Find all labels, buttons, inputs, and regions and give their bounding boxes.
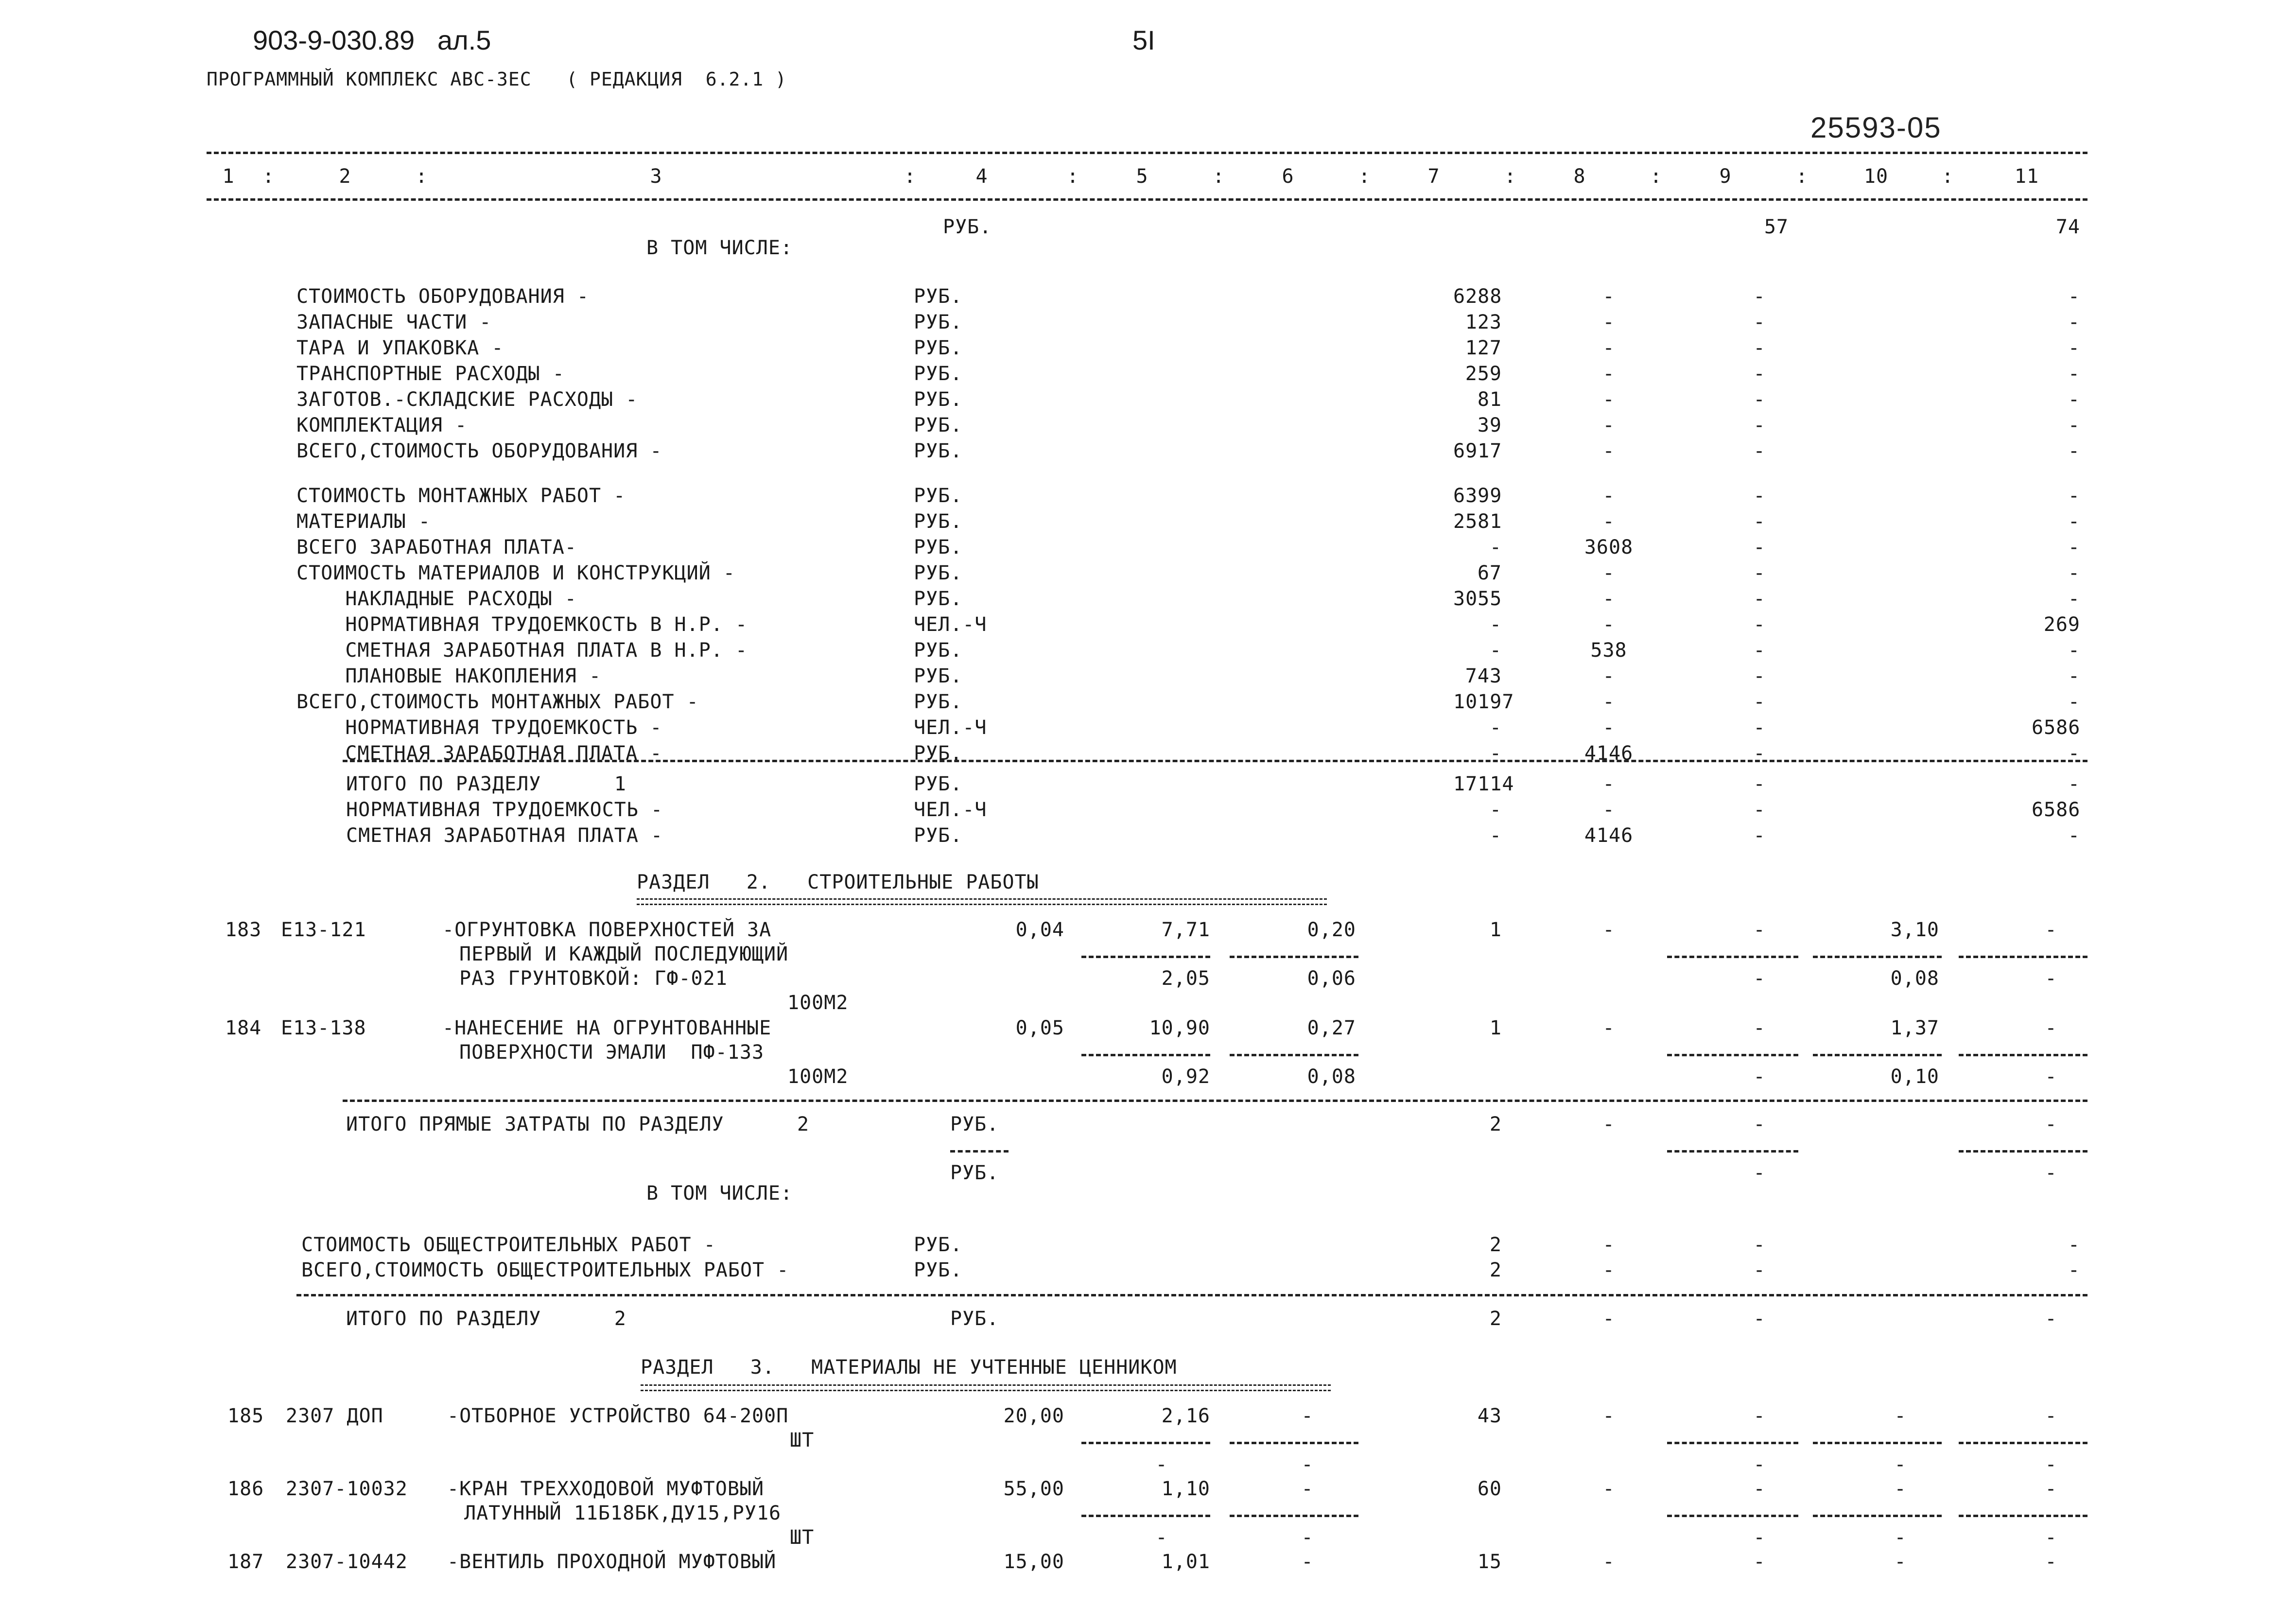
row-label: ИТОГО ПО РАЗДЕЛУ 2 [346, 1308, 626, 1330]
item-description: -ВЕНТИЛЬ ПРОХОДНОЙ МУФТОВЫЙ [447, 1551, 777, 1573]
row-label: КОМПЛЕКТАЦИЯ - [296, 414, 468, 437]
col8: - [1602, 691, 1615, 713]
subrule [1813, 1054, 1942, 1056]
col7: 259 [1465, 363, 1502, 385]
col5: 10,90 [1149, 1017, 1210, 1039]
row-unit: РУБ. [914, 485, 963, 507]
row-label: МАТЕРИАЛЫ - [296, 510, 431, 533]
col11: - [2068, 665, 2080, 687]
row-unit: РУБ. [914, 311, 963, 333]
col11: - [2068, 588, 2080, 610]
col8: - [1602, 1113, 1615, 1136]
column-header: 1 [222, 165, 235, 188]
row-unit: РУБ. [914, 639, 963, 662]
direct-costs-rule [343, 1100, 2087, 1102]
col11: - [2045, 1113, 2057, 1136]
row-label: ВСЕГО,СТОИМОСТЬ МОНТАЖНЫХ РАБОТ - [296, 691, 699, 713]
col9: - [1753, 485, 1766, 507]
col6-sub: 0,06 [1307, 967, 1356, 990]
col5-sub: 2,05 [1161, 967, 1210, 990]
col11: - [2045, 1551, 2057, 1573]
col8: - [1602, 363, 1615, 385]
col8: - [1602, 1551, 1615, 1573]
page-number: 5I [1132, 25, 1155, 55]
col7: 2 [1489, 1308, 1502, 1330]
col10-sub: 0,10 [1890, 1066, 1939, 1088]
col10-sub: - [1894, 1526, 1907, 1549]
item-number: 186 [227, 1478, 264, 1500]
column-header: 5 [1136, 165, 1148, 188]
col6-sub: 0,08 [1307, 1066, 1356, 1088]
col9-sub: - [1753, 1526, 1766, 1549]
col11: - [2068, 773, 2080, 795]
section3-title-underline [641, 1384, 1331, 1391]
col7: 123 [1465, 311, 1502, 333]
row-label: СТОИМОСТЬ МОНТАЖНЫХ РАБОТ - [296, 485, 626, 507]
row-label: СМЕТНАЯ ЗАРАБОТНАЯ ПЛАТА В Н.Р. - [296, 639, 748, 662]
col10-sub: 0,08 [1890, 967, 1939, 990]
col5-sub: 0,92 [1161, 1066, 1210, 1088]
col9: - [1753, 742, 1766, 765]
column-sep: : [1067, 165, 1079, 188]
col9: - [1753, 919, 1766, 941]
header-bottom-rule [207, 198, 2087, 201]
col9-sub: - [1753, 1453, 1766, 1476]
col11-sub: - [2045, 967, 2057, 990]
col8: - [1602, 562, 1615, 584]
col7: 17114 [1453, 773, 1514, 795]
subrule [1081, 1054, 1210, 1056]
row-unit: РУБ. [950, 1162, 999, 1184]
row-unit: РУБ. [950, 1113, 999, 1136]
col7: 39 [1477, 414, 1502, 437]
col9: - [1753, 414, 1766, 437]
subrule [1081, 1515, 1210, 1517]
item-description: ПОВЕРХНОСТИ ЭМАЛИ ПФ-133 [459, 1041, 765, 1064]
col11: - [2068, 440, 2080, 462]
col11: - [2068, 562, 2080, 584]
col11: 6586 [2032, 717, 2081, 739]
row-unit: РУБ. [914, 363, 963, 385]
col11: - [2068, 742, 2080, 765]
column-sep: : [1942, 165, 1954, 188]
col7: 6288 [1453, 285, 1502, 308]
col7: 10197 [1453, 691, 1514, 713]
col8: - [1602, 1234, 1615, 1256]
item-code: Е13-138 [281, 1017, 366, 1039]
col11: - [2068, 311, 2080, 333]
col8: - [1602, 665, 1615, 687]
column-header: 2 [339, 165, 351, 188]
col8: - [1602, 311, 1615, 333]
header-top-rule [207, 152, 2087, 154]
col11: - [2045, 1308, 2057, 1330]
row-label: ЗАГОТОВ.-СКЛАДСКИЕ РАСХОДЫ - [296, 388, 638, 411]
subrule [1667, 1515, 1798, 1517]
col8: - [1602, 717, 1615, 739]
col8: - [1602, 799, 1615, 821]
row-unit: ЧЕЛ.-Ч [914, 799, 987, 821]
col9-sub: - [1753, 1066, 1766, 1088]
col9: - [1753, 717, 1766, 739]
col8: - [1602, 414, 1615, 437]
item-code: 2307-10032 [286, 1478, 408, 1500]
program-title: ПРОГРАММНЫЙ КОМПЛЕКС АВС-3ЕС ( РЕДАКЦИЯ 6.2.1 ) [207, 69, 787, 90]
in-that-number-label: В ТОМ ЧИСЛЕ: [646, 237, 793, 259]
col8: - [1602, 773, 1615, 795]
col7: 2 [1489, 1259, 1502, 1281]
column-sep: : [904, 165, 917, 188]
col9: - [1753, 1405, 1766, 1427]
column-sep: : [1358, 165, 1371, 188]
col7: 67 [1477, 562, 1502, 584]
item-number: 187 [227, 1551, 264, 1573]
col8: - [1602, 1017, 1615, 1039]
section2-total-rule [296, 1294, 2087, 1296]
col9: - [1753, 1551, 1766, 1573]
col11-sub: - [2045, 1526, 2057, 1549]
subrule [950, 1150, 1009, 1153]
col9: - [1753, 1234, 1766, 1256]
row-label: ИТОГО ПО РАЗДЕЛУ 1 [346, 773, 626, 795]
col8: - [1602, 1259, 1615, 1281]
col11: - [2068, 510, 2080, 533]
col9: - [1753, 665, 1766, 687]
row-label: ТРАНСПОРТНЫЕ РАСХОДЫ - [296, 363, 565, 385]
row-label: ЗАПАСНЫЕ ЧАСТИ - [296, 311, 492, 333]
item-unit: 100М2 [787, 1066, 849, 1088]
column-sep: : [1796, 165, 1809, 188]
column-header: 6 [1282, 165, 1294, 188]
col6-sub: - [1301, 1526, 1314, 1549]
col9: - [1753, 440, 1766, 462]
row-unit: РУБ. [950, 1308, 999, 1330]
col9: - [1753, 337, 1766, 359]
row-unit: РУБ. [914, 773, 963, 795]
archive-stamp: 25593-05 [1810, 111, 1942, 144]
col11-sub: - [2045, 1066, 2057, 1088]
col11: - [2045, 1017, 2057, 1039]
subrule [1081, 1442, 1210, 1444]
subrule [1959, 1515, 2087, 1517]
col4: 20,00 [1003, 1405, 1064, 1427]
col7: - [1489, 799, 1502, 821]
col9: - [1753, 1259, 1766, 1281]
col7: 15 [1477, 1551, 1502, 1573]
item-unit: ШТ [790, 1429, 815, 1451]
col8: 4146 [1584, 742, 1634, 765]
col8: - [1602, 919, 1615, 941]
col11: - [2045, 1405, 2057, 1427]
col8: - [1602, 388, 1615, 411]
col5-sub: - [1155, 1453, 1168, 1476]
col8: - [1602, 510, 1615, 533]
col9: - [1753, 613, 1766, 636]
section3-title: РАЗДЕЛ 3. МАТЕРИАЛЫ НЕ УЧТЕННЫЕ ЦЕННИКОМ [641, 1356, 1177, 1379]
col4: 55,00 [1003, 1478, 1064, 1500]
row-label: ТАРА И УПАКОВКА - [296, 337, 504, 359]
col9-sub: - [1753, 1162, 1766, 1184]
col9-sub: - [1753, 967, 1766, 990]
col6-sub: - [1301, 1453, 1314, 1476]
col11: 6586 [2032, 799, 2081, 821]
col8: - [1602, 1405, 1615, 1427]
column-sep: : [1504, 165, 1517, 188]
row-label: ВСЕГО ЗАРАБОТНАЯ ПЛАТА- [296, 536, 577, 559]
column-header: 8 [1573, 165, 1586, 188]
col5: 1,01 [1161, 1551, 1210, 1573]
col7: 1 [1489, 1017, 1502, 1039]
col9: - [1753, 639, 1766, 662]
col10: - [1894, 1551, 1907, 1573]
col7: 60 [1477, 1478, 1502, 1500]
col7: - [1489, 824, 1502, 847]
subrule [1813, 1442, 1942, 1444]
col4: 15,00 [1003, 1551, 1064, 1573]
col8: - [1602, 588, 1615, 610]
col11: - [2068, 485, 2080, 507]
col7: 81 [1477, 388, 1502, 411]
row-unit: РУБ. [914, 414, 963, 437]
row-label: СТОИМОСТЬ ОБОРУДОВАНИЯ - [296, 285, 589, 308]
row-unit: ЧЕЛ.-Ч [914, 613, 987, 636]
col9: - [1753, 824, 1766, 847]
col9: - [1753, 285, 1766, 308]
col5: 2,16 [1161, 1405, 1210, 1427]
col8: 4146 [1584, 824, 1634, 847]
col7: - [1489, 742, 1502, 765]
item-description: РАЗ ГРУНТОВКОЙ: ГФ-021 [459, 967, 728, 990]
col7: 43 [1477, 1405, 1502, 1427]
col10: 1,37 [1890, 1017, 1939, 1039]
col7: 3055 [1453, 588, 1502, 610]
row-unit: РУБ. [914, 691, 963, 713]
col7: 2 [1489, 1113, 1502, 1136]
col10: 3,10 [1890, 919, 1939, 941]
item-description: -ОГРУНТОВКА ПОВЕРХНОСТЕЙ ЗА [442, 919, 772, 941]
row-label: СМЕТНАЯ ЗАРАБОТНАЯ ПЛАТА - [296, 742, 662, 765]
in-that-number-label: В ТОМ ЧИСЛЕ: [646, 1182, 793, 1205]
col11: - [2068, 388, 2080, 411]
subrule [1959, 956, 2087, 958]
col7: - [1489, 639, 1502, 662]
row-unit: РУБ. [914, 588, 963, 610]
col6: - [1301, 1478, 1314, 1500]
col8: 538 [1590, 639, 1627, 662]
col8: - [1602, 485, 1615, 507]
row-unit: РУБ. [914, 536, 963, 559]
row-unit: РУБ. [914, 285, 963, 308]
item-description: ПЕРВЫЙ И КАЖДЫЙ ПОСЛЕДУЮЩИЙ [459, 943, 789, 965]
col7: 127 [1465, 337, 1502, 359]
col7: 2 [1489, 1234, 1502, 1256]
row-label: ПЛАНОВЫЕ НАКОПЛЕНИЯ - [296, 665, 602, 687]
col6: - [1301, 1405, 1314, 1427]
row-label: СТОИМОСТЬ ОБЩЕСТРОИТЕЛЬНЫХ РАБОТ - [301, 1234, 716, 1256]
section1-total-rule [343, 760, 2087, 762]
row-label: СМЕТНАЯ ЗАРАБОТНАЯ ПЛАТА - [346, 824, 663, 847]
item-code: 2307-10442 [286, 1551, 408, 1573]
row-label: ИТОГО ПРЯМЫЕ ЗАТРАТЫ ПО РАЗДЕЛУ 2 [346, 1113, 810, 1136]
row-label: НАКЛАДНЫЕ РАСХОДЫ - [296, 588, 577, 610]
col11-sub: - [2045, 1453, 2057, 1476]
column-header: 11 [2014, 165, 2039, 188]
col8: 3608 [1584, 536, 1634, 559]
column-sep: : [416, 165, 428, 188]
col9: - [1753, 1478, 1766, 1500]
col10-sub: - [1894, 1453, 1907, 1476]
row-unit: РУБ. [914, 440, 963, 462]
item-description: -НАНЕСЕНИЕ НА ОГРУНТОВАННЫЕ [442, 1017, 772, 1039]
subrule [1667, 1150, 1798, 1153]
col7: - [1489, 536, 1502, 559]
subrule [1959, 1054, 2087, 1056]
col10: - [1894, 1405, 1907, 1427]
col11: - [2068, 824, 2080, 847]
col5: 7,71 [1161, 919, 1210, 941]
item-description: ЛАТУННЫЙ 11Б18БК,ДУ15,РУ16 [464, 1502, 782, 1524]
section2-title-underline [637, 898, 1327, 905]
item-description: -КРАН ТРЕХХОДОВОЙ МУФТОВЫЙ [447, 1478, 765, 1500]
col5: 1,10 [1161, 1478, 1210, 1500]
col7: - [1489, 717, 1502, 739]
col9: - [1753, 773, 1766, 795]
row-label: НОРМАТИВНАЯ ТРУДОЕМКОСТЬ - [346, 799, 663, 821]
col11: - [2068, 639, 2080, 662]
item-number: 183 [225, 919, 262, 941]
col11: - [2045, 1478, 2057, 1500]
column-header: 7 [1427, 165, 1440, 188]
column-header: 3 [650, 165, 662, 188]
col9: - [1753, 311, 1766, 333]
item-unit: 100М2 [787, 992, 849, 1014]
row-label: СТОИМОСТЬ МАТЕРИАЛОВ И КОНСТРУКЦИЙ - [296, 562, 735, 584]
row-label: ВСЕГО,СТОИМОСТЬ ОБЩЕСТРОИТЕЛЬНЫХ РАБОТ - [301, 1259, 789, 1281]
col8: - [1602, 1308, 1615, 1330]
section2-title: РАЗДЕЛ 2. СТРОИТЕЛЬНЫЕ РАБОТЫ [637, 871, 1039, 893]
item-number: 184 [225, 1017, 262, 1039]
col9: - [1753, 1308, 1766, 1330]
row-unit: РУБ. [914, 337, 963, 359]
item-unit: ШТ [790, 1526, 815, 1549]
col11: - [2068, 691, 2080, 713]
col9: - [1753, 562, 1766, 584]
col8: - [1602, 1478, 1615, 1500]
subrule [1813, 956, 1942, 958]
col7: 1 [1489, 919, 1502, 941]
subrule [1230, 1515, 1358, 1517]
col11: - [2068, 337, 2080, 359]
row-unit: РУБ. [914, 510, 963, 533]
item-number: 185 [227, 1405, 264, 1427]
col11: 269 [2043, 613, 2080, 636]
subrule [1230, 956, 1358, 958]
col11: - [2068, 536, 2080, 559]
row-unit: РУБ. [914, 1234, 963, 1256]
col9: - [1753, 1113, 1766, 1136]
item-description: -ОТБОРНОЕ УСТРОЙСТВО 64-200П [447, 1405, 789, 1427]
column-header: 4 [975, 165, 988, 188]
column-sep: : [1650, 165, 1663, 188]
column-sep: : [262, 165, 275, 188]
carry-col9: 57 [1764, 216, 1789, 238]
col9: - [1753, 388, 1766, 411]
row-unit: РУБ. [914, 388, 963, 411]
subrule [1959, 1442, 2087, 1444]
subrule [1959, 1150, 2087, 1153]
subrule [1813, 1515, 1942, 1517]
carry-col11: 74 [2055, 216, 2080, 238]
col11: - [2068, 414, 2080, 437]
col8: - [1602, 613, 1615, 636]
col11: - [2068, 363, 2080, 385]
row-unit: ЧЕЛ.-Ч [914, 717, 987, 739]
carry-unit: РУБ. [943, 216, 992, 238]
row-unit: РУБ. [914, 562, 963, 584]
col11: - [2068, 1234, 2080, 1256]
subrule [1230, 1442, 1358, 1444]
subrule [1667, 1054, 1798, 1056]
row-unit: РУБ. [914, 824, 963, 847]
col9: - [1753, 1017, 1766, 1039]
col6: - [1301, 1551, 1314, 1573]
col8: - [1602, 337, 1615, 359]
col9: - [1753, 536, 1766, 559]
subrule [1081, 956, 1210, 958]
subrule [1667, 956, 1798, 958]
col11-sub: - [2045, 1162, 2057, 1184]
column-header: 10 [1863, 165, 1889, 188]
column-header: 9 [1719, 165, 1732, 188]
row-label: НОРМАТИВНАЯ ТРУДОЕМКОСТЬ - [296, 717, 662, 739]
col11: - [2045, 919, 2057, 941]
column-sep: : [1213, 165, 1225, 188]
col8: - [1602, 285, 1615, 308]
col4: 0,04 [1015, 919, 1064, 941]
row-unit: РУБ. [914, 1259, 963, 1281]
col5-sub: - [1155, 1526, 1168, 1549]
col7: 2581 [1453, 510, 1502, 533]
col9: - [1753, 799, 1766, 821]
col7: 743 [1465, 665, 1502, 687]
col9: - [1753, 510, 1766, 533]
item-code: Е13-121 [281, 919, 366, 941]
row-unit: РУБ. [914, 742, 963, 765]
col6: 0,20 [1307, 919, 1356, 941]
item-code: 2307 ДОП [286, 1405, 383, 1427]
col8: - [1602, 440, 1615, 462]
col11: - [2068, 285, 2080, 308]
col9: - [1753, 588, 1766, 610]
col7: 6399 [1453, 485, 1502, 507]
row-label: НОРМАТИВНАЯ ТРУДОЕМКОСТЬ В Н.Р. - [296, 613, 748, 636]
col7: - [1489, 613, 1502, 636]
col11: - [2068, 1259, 2080, 1281]
row-label: ВСЕГО,СТОИМОСТЬ ОБОРУДОВАНИЯ - [296, 440, 662, 462]
row-unit: РУБ. [914, 665, 963, 687]
col9: - [1753, 363, 1766, 385]
col6: 0,27 [1307, 1017, 1356, 1039]
col10: - [1894, 1478, 1907, 1500]
document-code: 903-9-030.89 ал.5 [253, 25, 491, 55]
col9: - [1753, 691, 1766, 713]
subrule [1230, 1054, 1358, 1056]
subrule [1667, 1442, 1798, 1444]
col4: 0,05 [1015, 1017, 1064, 1039]
col7: 6917 [1453, 440, 1502, 462]
